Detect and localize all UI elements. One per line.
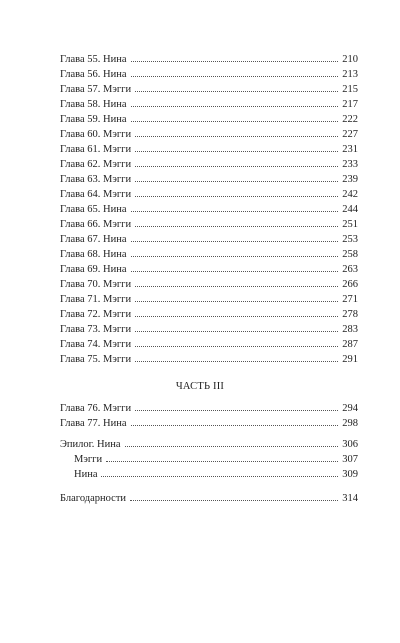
entry-page-number: 239	[342, 174, 358, 185]
entry-page-number: 291	[342, 354, 358, 365]
dot-leader	[101, 467, 338, 477]
toc-subentry-epilogue-maggie[interactable]	[74, 452, 358, 466]
dot-leader	[131, 202, 339, 212]
entry-page-number: 210	[342, 54, 358, 65]
entry-page-number: 309	[342, 469, 358, 480]
toc-entry-ch61[interactable]	[60, 142, 358, 156]
entry-page-number: 251	[342, 219, 358, 230]
dot-leader	[135, 127, 338, 137]
toc-entry-ch71[interactable]	[60, 292, 358, 306]
entry-label: Глава 67. Нина	[60, 234, 127, 245]
entry-label: Глава 60. Мэгги	[60, 129, 132, 140]
toc-entry-ch63[interactable]	[60, 172, 358, 186]
entry-page-number: 263	[342, 264, 358, 275]
entry-label: Глава 70. Мэгги	[60, 279, 132, 290]
dot-leader	[131, 262, 339, 272]
dot-leader	[131, 247, 339, 257]
entry-page-number: 253	[342, 234, 358, 245]
entry-label: Глава 56. Нина	[60, 69, 127, 80]
dot-leader	[135, 322, 338, 332]
dot-leader	[135, 401, 338, 411]
dot-leader	[106, 452, 338, 462]
entry-page-number: 314	[342, 493, 358, 504]
toc-entry-ch65[interactable]	[60, 202, 358, 216]
toc-entry-ch75[interactable]	[60, 352, 358, 366]
toc-entry-ch66[interactable]	[60, 217, 358, 231]
entry-label: Глава 66. Мэгги	[60, 219, 132, 230]
entry-page-number: 298	[342, 418, 358, 429]
entry-label: Глава 63. Мэгги	[60, 174, 132, 185]
entry-page-number: 287	[342, 339, 358, 350]
entry-page-number: 213	[342, 69, 358, 80]
dot-leader	[135, 157, 338, 167]
entry-label: Глава 61. Мэгги	[60, 144, 132, 155]
toc-entry-ch55[interactable]	[60, 52, 358, 66]
dot-leader	[135, 187, 338, 197]
toc-entry-ch67[interactable]	[60, 232, 358, 246]
entry-label: Благодарности	[60, 493, 127, 504]
entry-label: Глава 65. Нина	[60, 204, 127, 215]
entry-page-number: 233	[342, 159, 358, 170]
toc-entry-ch59[interactable]	[60, 112, 358, 126]
dot-leader	[135, 142, 338, 152]
entry-label: Глава 58. Нина	[60, 99, 127, 110]
entry-page-number: 278	[342, 309, 358, 320]
toc-entry-ch77[interactable]	[60, 416, 358, 430]
entry-page-number: 294	[342, 403, 358, 414]
entry-page-number: 271	[342, 294, 358, 305]
toc-entry-ch57[interactable]	[60, 82, 358, 96]
dot-leader	[131, 52, 339, 62]
toc-entry-ch70[interactable]	[60, 277, 358, 291]
dot-leader	[135, 82, 338, 92]
entry-page-number: 258	[342, 249, 358, 260]
toc-entry-ch69[interactable]	[60, 262, 358, 276]
dot-leader	[135, 307, 338, 317]
entry-label: Глава 74. Мэгги	[60, 339, 132, 350]
entry-page-number: 244	[342, 204, 358, 215]
toc-entry-ch60[interactable]	[60, 127, 358, 141]
toc-entry-ch72[interactable]	[60, 307, 358, 321]
dot-leader	[135, 352, 338, 362]
entry-label: Глава 62. Мэгги	[60, 159, 132, 170]
dot-leader	[135, 277, 338, 287]
entry-page-number: 231	[342, 144, 358, 155]
dot-leader	[135, 217, 338, 227]
entry-label: Глава 55. Нина	[60, 54, 127, 65]
entry-label: Глава 64. Мэгги	[60, 189, 132, 200]
entry-page-number: 306	[342, 439, 358, 450]
dot-leader	[131, 112, 339, 122]
dot-leader	[131, 67, 339, 77]
entry-label: Глава 77. Нина	[60, 418, 127, 429]
toc-entry-ch56[interactable]	[60, 67, 358, 81]
entry-label: Эпилог. Нина	[60, 439, 121, 450]
toc-entry-ch62[interactable]	[60, 157, 358, 171]
toc-entry-ch76[interactable]	[60, 401, 358, 415]
toc-entry-ch68[interactable]	[60, 247, 358, 261]
part-heading: ЧАСТЬ III	[175, 381, 225, 392]
entry-page-number: 266	[342, 279, 358, 290]
toc-entry-ch74[interactable]	[60, 337, 358, 351]
entry-label: Глава 68. Нина	[60, 249, 127, 260]
entry-label: Глава 73. Мэгги	[60, 324, 132, 335]
toc-entry-epilogue[interactable]	[60, 437, 358, 451]
entry-page-number: 215	[342, 84, 358, 95]
toc-entry-ch73[interactable]	[60, 322, 358, 336]
entry-page-number: 227	[342, 129, 358, 140]
entry-label: Глава 72. Мэгги	[60, 309, 132, 320]
toc-entry-acknowledgements[interactable]	[60, 491, 358, 505]
toc-entry-ch58[interactable]	[60, 97, 358, 111]
dot-leader	[135, 172, 338, 182]
entry-label: Нина	[74, 469, 98, 480]
entry-label: Глава 75. Мэгги	[60, 354, 132, 365]
entry-page-number: 242	[342, 189, 358, 200]
entry-label: Глава 69. Нина	[60, 264, 127, 275]
entry-page-number: 222	[342, 114, 358, 125]
entry-page-number: 217	[342, 99, 358, 110]
entry-label: Глава 71. Мэгги	[60, 294, 132, 305]
entry-page-number: 283	[342, 324, 358, 335]
dot-leader	[125, 437, 339, 447]
toc-entry-ch64[interactable]	[60, 187, 358, 201]
dot-leader	[135, 292, 338, 302]
entry-label: Глава 57. Мэгги	[60, 84, 132, 95]
dot-leader	[131, 232, 339, 242]
entry-label: Глава 76. Мэгги	[60, 403, 132, 414]
entry-page-number: 307	[342, 454, 358, 465]
toc-subentry-epilogue-nina[interactable]	[74, 467, 358, 481]
dot-leader	[135, 337, 338, 347]
dot-leader	[131, 97, 339, 107]
dot-leader	[130, 491, 338, 501]
dot-leader	[131, 416, 339, 426]
entry-label: Глава 59. Нина	[60, 114, 127, 125]
entry-label: Мэгги	[74, 454, 103, 465]
